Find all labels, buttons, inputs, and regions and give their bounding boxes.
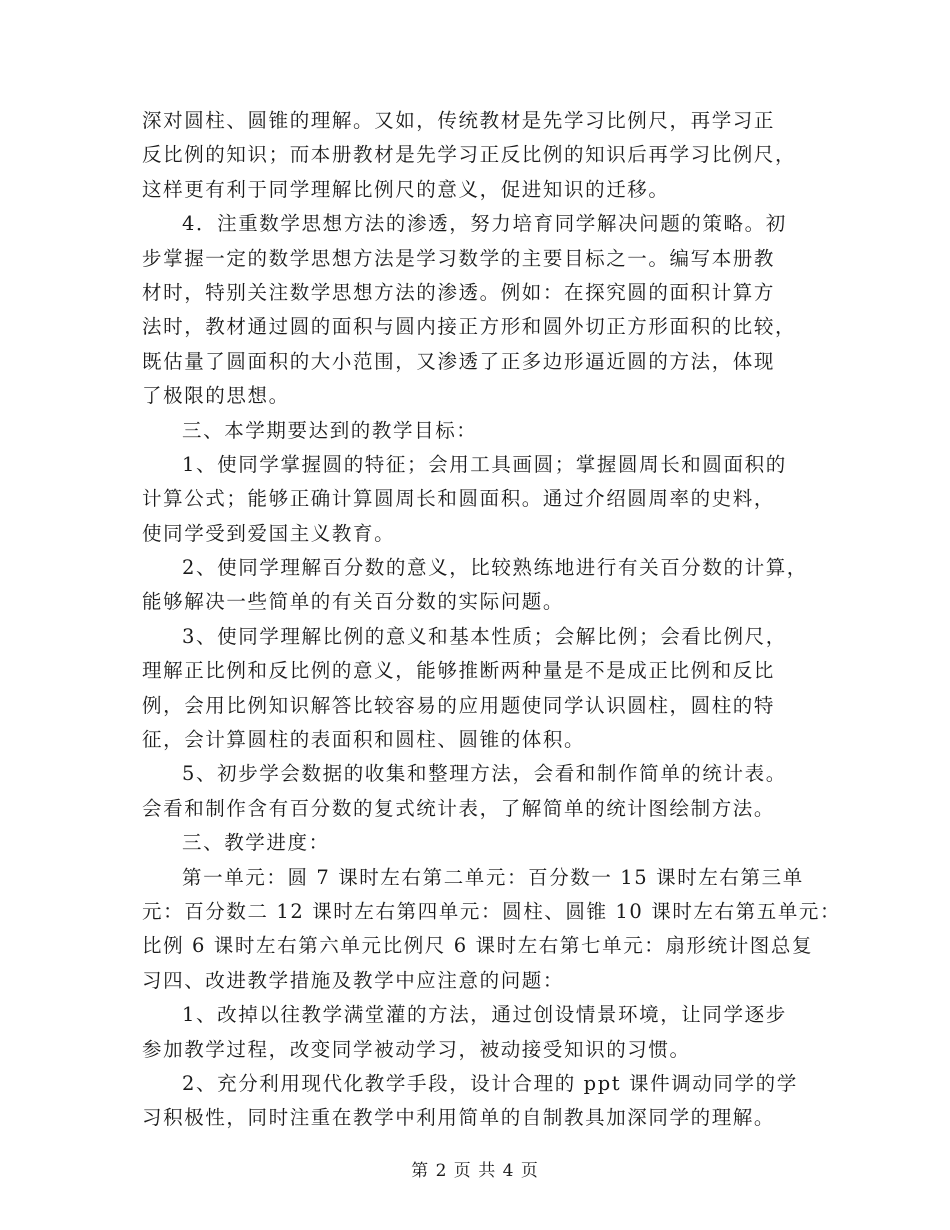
text-line: 2、使同学理解百分数的意义，比较熟练地进行有关百分数的计算， bbox=[182, 556, 808, 580]
text-line: 征，会计算圆柱的表面积和圆柱、圆锥的体积。 bbox=[142, 728, 586, 752]
text-line: 会看和制作含有百分数的复式统计表，了解简单的统计图绘制方法。 bbox=[142, 796, 776, 820]
text-line: 深对圆柱、圆锥的理解。又如，传统教材是先学习比例尺，再学习正 bbox=[142, 109, 776, 132]
text-line: 1、使同学掌握圆的特征；会用工具画圆；掌握圆周长和圆面积的 bbox=[182, 452, 787, 476]
text-line: 2、充分利用现代化教学手段，设计合理的 ppt 课件调动同学的学 bbox=[182, 1071, 798, 1095]
text-line: 使同学受到爱国主义教育。 bbox=[142, 521, 396, 545]
text-line: 比例 6 课时左右第六单元比例尺 6 课时左右第七单元：扇形统计图总复 bbox=[142, 934, 814, 958]
text-line: 习积极性，同时注重在教学中利用简单的自制教具加深同学的理解。 bbox=[142, 1106, 776, 1130]
text-line: 材时，特别关注数学思想方法的渗透。例如：在探究圆的面积计算方 bbox=[142, 280, 776, 304]
text-line: 5、初步学会数据的收集和整理方法，会看和制作简单的统计表。 bbox=[182, 762, 787, 786]
text-line: 习四、改进教学措施及教学中应注意的问题： bbox=[142, 968, 565, 992]
text-line: 三、教学进度： bbox=[182, 831, 330, 855]
text-line: 4．注重数学思想方法的渗透，努力培育同学解决问题的策略。初 bbox=[182, 212, 787, 236]
text-line: 法时，教材通过圆的面积与圆内接正方形和圆外切正方形面积的比较， bbox=[142, 315, 797, 339]
text-line: 既估量了圆面积的大小范围，又渗透了正多边形逼近圆的方法，体现 bbox=[142, 349, 776, 373]
text-line: 三、本学期要达到的教学目标： bbox=[182, 418, 478, 442]
text-line: 3、使同学理解比例的意义和基本性质；会解比例；会看比例尺， bbox=[182, 624, 787, 648]
text-line: 1、改掉以往教学满堂灌的方法，通过创设情景环境，让同学逐步 bbox=[182, 1003, 787, 1027]
text-line: 第一单元：圆 7 课时左右第二单元：百分数一 15 课时左右第三单 bbox=[182, 865, 804, 889]
document-body bbox=[142, 104, 842, 1136]
text-line: 这样更有利于同学理解比例尺的意义，促进知识的迁移。 bbox=[142, 177, 670, 201]
text-line: 理解正比例和反比例的意义，能够推断两种量是不是成正比例和反比 bbox=[142, 659, 776, 683]
text-line: 反比例的知识；而本册教材是先学习正反比例的知识后再学习比例尺， bbox=[142, 143, 797, 167]
page-number: 第 2 页 共 4 页 bbox=[411, 1161, 539, 1181]
text-line: 参加教学过程，改变同学被动学习，被动接受知识的习惯。 bbox=[142, 1037, 691, 1061]
text-line: 能够解决一些简单的有关百分数的实际问题。 bbox=[142, 590, 565, 614]
text-line: 元：百分数二 12 课时左右第四单元：圆柱、圆锥 10 课时左右第五单元： bbox=[142, 899, 842, 923]
text-line: 例，会用比例知识解答比较容易的应用题使同学认识圆柱，圆柱的特 bbox=[142, 693, 776, 717]
text-line: 步掌握一定的数学思想方法是学习数学的主要目标之一。编写本册教 bbox=[142, 246, 776, 270]
text-line: 了极限的思想。 bbox=[142, 384, 290, 408]
text-line: 计算公式；能够正确计算圆周长和圆面积。通过介绍圆周率的史料， bbox=[142, 487, 776, 511]
